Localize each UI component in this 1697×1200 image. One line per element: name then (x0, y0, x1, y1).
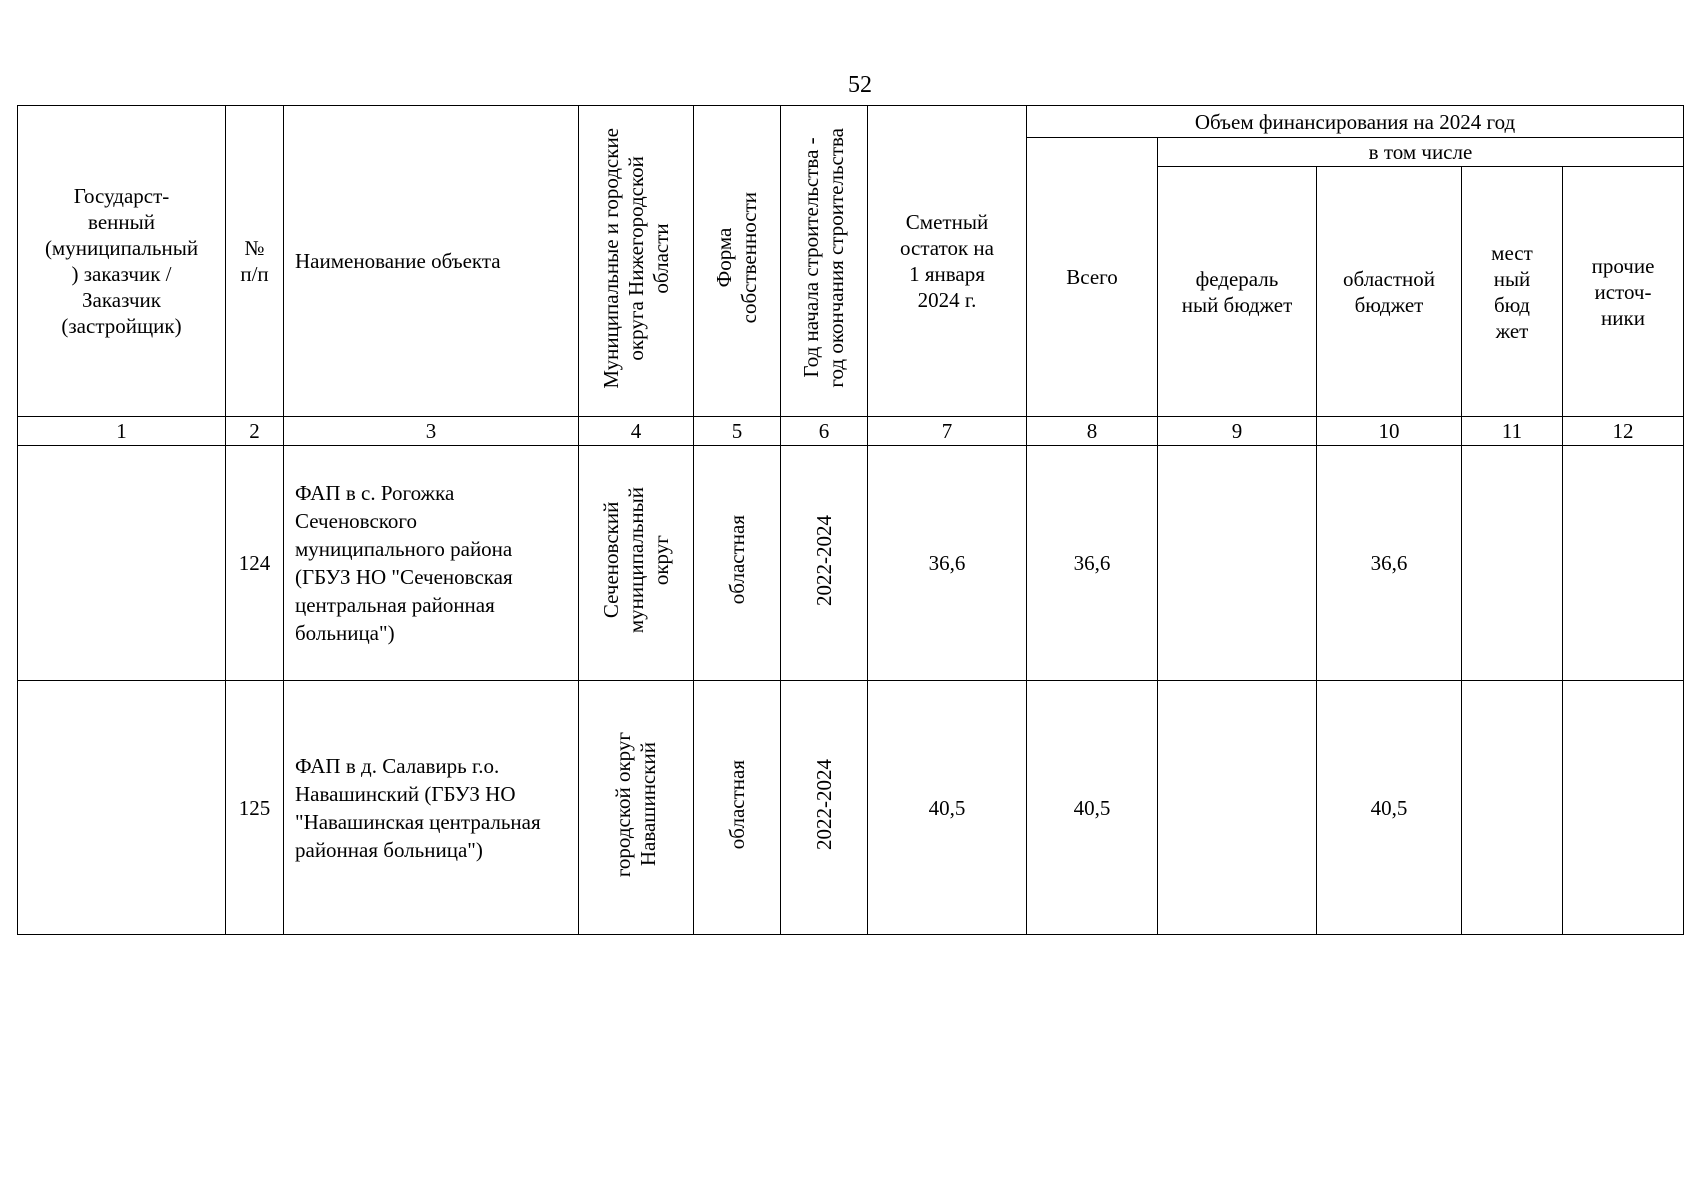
column-number: 11 (1462, 417, 1563, 446)
cell-federal (1158, 446, 1317, 681)
header-other: прочие источ- ники (1563, 167, 1684, 417)
cell-other (1563, 446, 1684, 681)
page-number: 52 (848, 72, 872, 98)
table-row (18, 681, 1684, 935)
column-number: 6 (781, 417, 868, 446)
table-row (18, 446, 1684, 681)
column-number: 4 (579, 417, 694, 446)
cell-years (781, 681, 868, 935)
column-number: 9 (1158, 417, 1317, 446)
cell-number: 124 (226, 446, 284, 681)
column-numbers-row (18, 417, 1684, 446)
cell-district-text: городской округ Навашинский (611, 731, 660, 878)
cell-ownership (694, 681, 781, 935)
cell-district-text: Сеченовский муниципальный округ (598, 486, 673, 634)
column-number: 1 (18, 417, 226, 446)
column-number: 10 (1317, 417, 1462, 446)
cell-other (1563, 681, 1684, 935)
cell-total: 36,6 (1027, 446, 1158, 681)
cell-remaining: 40,5 (868, 681, 1027, 935)
cell-ownership-text: областная (724, 759, 749, 850)
header-district-text: Муниципальные и городские округа Нижегородской области (598, 127, 673, 389)
cell-customer (18, 681, 226, 935)
header-years (781, 106, 868, 417)
cell-district (579, 681, 694, 935)
header-ownership (694, 106, 781, 417)
header-years-text: Год начала строительства - год окончания строительства (799, 128, 848, 388)
column-number: 3 (284, 417, 579, 446)
header-including: в том числе (1158, 138, 1684, 167)
column-number: 12 (1563, 417, 1684, 446)
cell-remaining: 36,6 (868, 446, 1027, 681)
cell-regional: 40,5 (1317, 681, 1462, 935)
cell-years (781, 446, 868, 681)
column-number: 5 (694, 417, 781, 446)
column-number: 8 (1027, 417, 1158, 446)
header-customer: Государст- венный (муниципальный ) заказчик / Заказчик (застройщик) (18, 106, 226, 417)
cell-years-text: 2022-2024 (811, 759, 836, 850)
cell-local (1462, 681, 1563, 935)
column-number: 7 (868, 417, 1027, 446)
cell-number: 125 (226, 681, 284, 935)
cell-customer (18, 446, 226, 681)
cell-district (579, 446, 694, 681)
cell-ownership-text: областная (724, 515, 749, 605)
cell-regional: 36,6 (1317, 446, 1462, 681)
cell-ownership (694, 446, 781, 681)
column-number: 2 (226, 417, 284, 446)
header-regional: областной бюджет (1317, 167, 1462, 417)
header-ownership-text: Форма собственности (712, 192, 761, 324)
header-object-name: Наименование объекта (284, 106, 579, 417)
cell-object-name: ФАП в д. Салавирь г.о. Навашинский (ГБУЗ НО "Навашинская центральная районная больница") (284, 681, 579, 935)
investment-table (17, 105, 1684, 935)
header-financing: Объем финансирования на 2024 год (1027, 106, 1684, 138)
header-federal: федераль ный бюджет (1158, 167, 1317, 417)
header-remaining: Сметный остаток на 1 января 2024 г. (868, 106, 1027, 417)
cell-local (1462, 446, 1563, 681)
header-district (579, 106, 694, 417)
cell-object-name: ФАП в с. Рогожка Сеченовского муниципального района (ГБУЗ НО "Сеченовская центральная районная больница") (284, 446, 579, 681)
header-local: мест ный бюд жет (1462, 167, 1563, 417)
cell-years-text: 2022-2024 (811, 514, 836, 606)
header-number: № п/п (226, 106, 284, 417)
header-total: Всего (1027, 138, 1158, 417)
cell-federal (1158, 681, 1317, 935)
cell-total: 40,5 (1027, 681, 1158, 935)
